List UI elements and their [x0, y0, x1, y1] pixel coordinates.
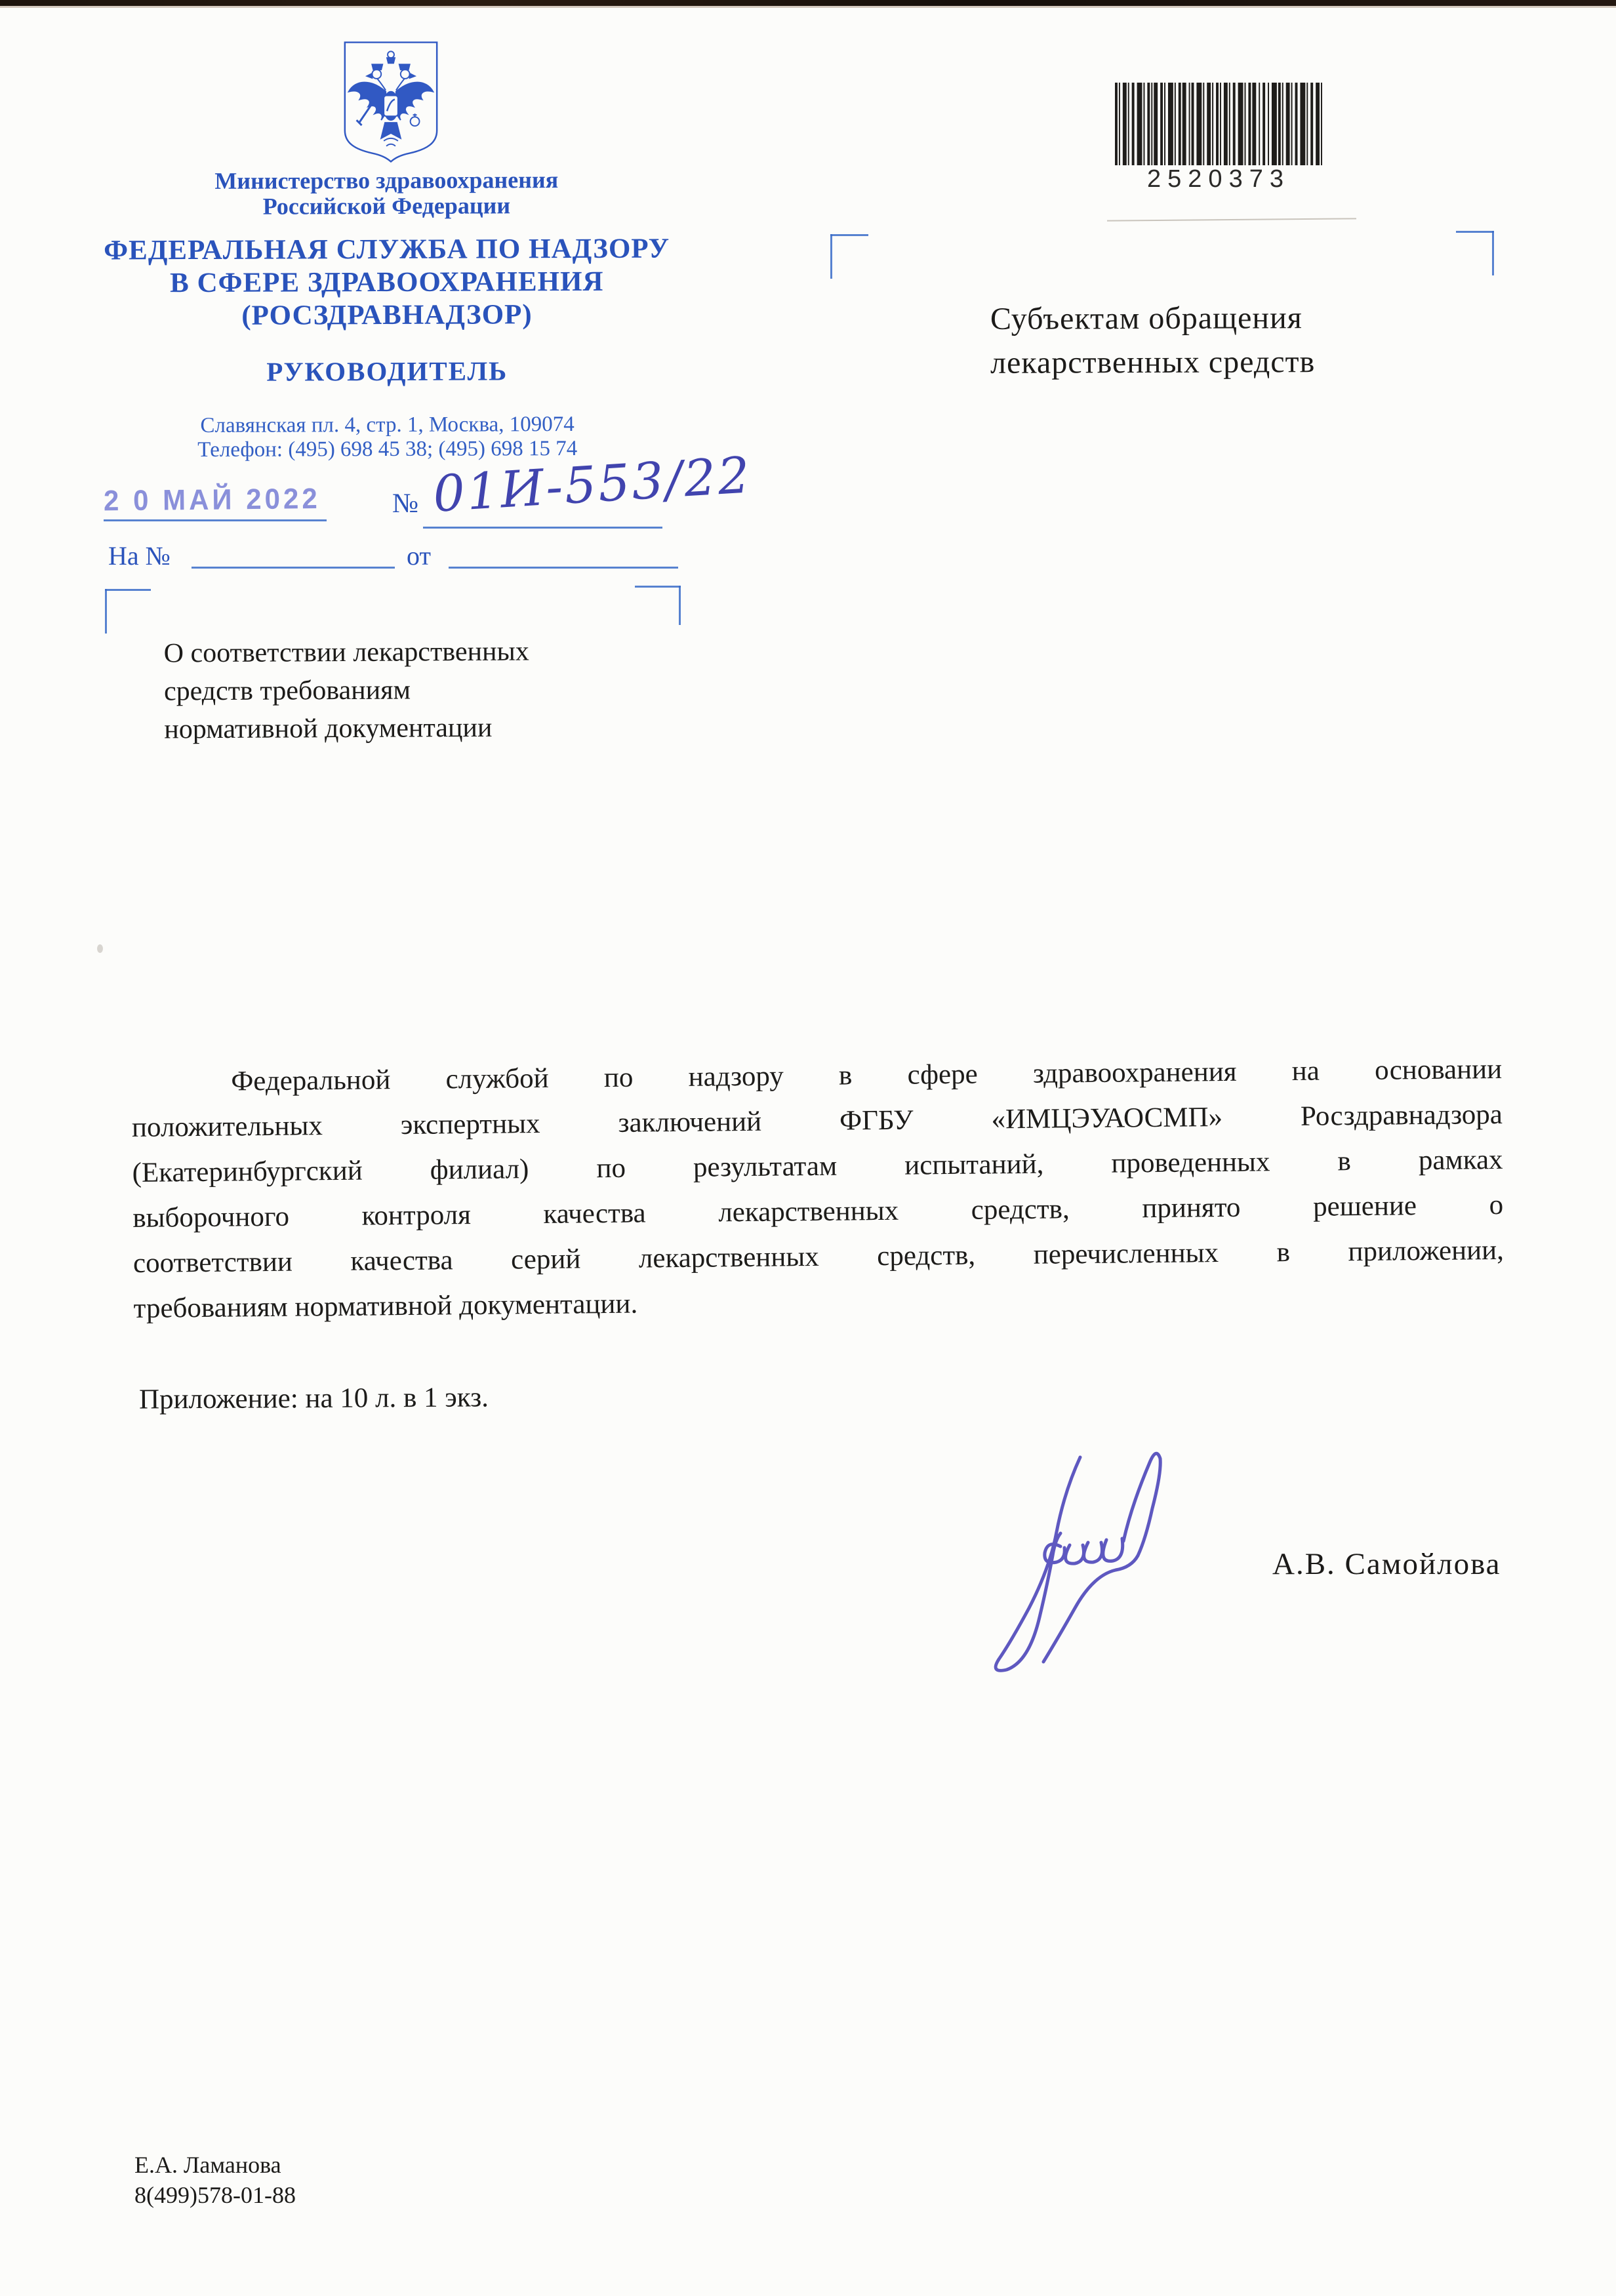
service-name-line1: ФЕДЕРАЛЬНАЯ СЛУЖБА ПО НАДЗОРУ [104, 233, 670, 266]
number-underline [423, 527, 662, 529]
barcode-icon [1115, 83, 1322, 165]
ministry-name-line2: Российской Федерации [262, 192, 511, 220]
signer-name: А.В. Самойлова [1272, 1547, 1501, 1581]
attachment-note: Приложение: на 10 л. в 1 экз. [138, 1382, 489, 1415]
outgoing-number-handwritten: 01И-553/22 [431, 445, 754, 523]
body-line: Федеральной службой по надзору в сфере здравоохранения на основании [231, 1053, 1503, 1097]
subject-line3: нормативной документации [164, 712, 493, 745]
date-stamp: 2 0 МАЙ 2022 [103, 482, 321, 517]
executor-name: Е.А. Ламанова [134, 2152, 281, 2178]
subject-bracket-right-vertical [679, 586, 681, 625]
reply-date-label: от [407, 541, 431, 571]
service-name-line3: (РОСЗДРАВНАДЗОР) [241, 299, 533, 331]
ministry-name-line1: Министерство здравоохранения [214, 167, 559, 194]
reply-number-label: На № [108, 541, 171, 571]
scan-speck-artifact [97, 944, 103, 953]
recipient-bracket-left-vertical [830, 234, 832, 279]
barcode-number: 2520373 [1147, 165, 1290, 193]
recipient-block [990, 296, 1316, 385]
recipient-bracket-right-horizontal [1456, 231, 1494, 233]
recipient-bracket-left-horizontal [830, 234, 868, 236]
scan-top-edge-shadow [0, 6, 1616, 8]
scan-faint-line-artifact [1107, 218, 1356, 221]
body-line: требованиям нормативной документации. [133, 1288, 638, 1324]
recipient-line1: Субъектам обращения [990, 300, 1303, 336]
reply-date-blank [449, 567, 678, 569]
subject-bracket-left-vertical [105, 589, 107, 634]
body-line: соответствии качества серий лекарственных средств, перечисленных в приложении, [132, 1234, 1505, 1279]
subject-bracket-right-horizontal [635, 586, 681, 588]
scan-top-edge-artifact [0, 0, 1616, 6]
date-underline [104, 519, 327, 521]
body-line: (Екатеринбургский филиал) по результатам испытаний, проведенных в рамках [132, 1144, 1503, 1188]
letterhead-address: Славянская пл. 4, стр. 1, Москва, 109074 [200, 413, 575, 437]
subject-block [164, 633, 530, 749]
subject-line2: средств требованиям [163, 675, 411, 707]
body-line: выборочного контроля качества лекарственных средств, принято решение о [132, 1189, 1504, 1234]
body-line: положительных экспертных заключений ФГБУ «ИМЦЭУАОСМП» Росздравнадзора [131, 1098, 1503, 1143]
role-title: РУКОВОДИТЕЛЬ [266, 355, 508, 387]
coat-of-arms-icon [336, 38, 446, 165]
letterhead-phone: Телефон: (495) 698 45 38; (495) 698 15 74 [197, 436, 578, 462]
recipient-line2: лекарственных средств [990, 344, 1316, 380]
number-label: № [392, 489, 419, 519]
service-name-line2: В СФЕРЕ ЗДРАВООХРАНЕНИЯ [170, 266, 604, 299]
subject-bracket-left-horizontal [105, 589, 151, 591]
body-paragraph [131, 1047, 1505, 1331]
executor-phone: 8(499)578-01-88 [134, 2182, 296, 2208]
reply-number-blank [192, 567, 395, 569]
executor-block [134, 2150, 296, 2210]
recipient-bracket-right-vertical [1492, 231, 1494, 275]
letterhead [91, 167, 683, 462]
subject-line1: О соответствии лекарственных [163, 636, 529, 669]
signature-icon [980, 1436, 1203, 1679]
